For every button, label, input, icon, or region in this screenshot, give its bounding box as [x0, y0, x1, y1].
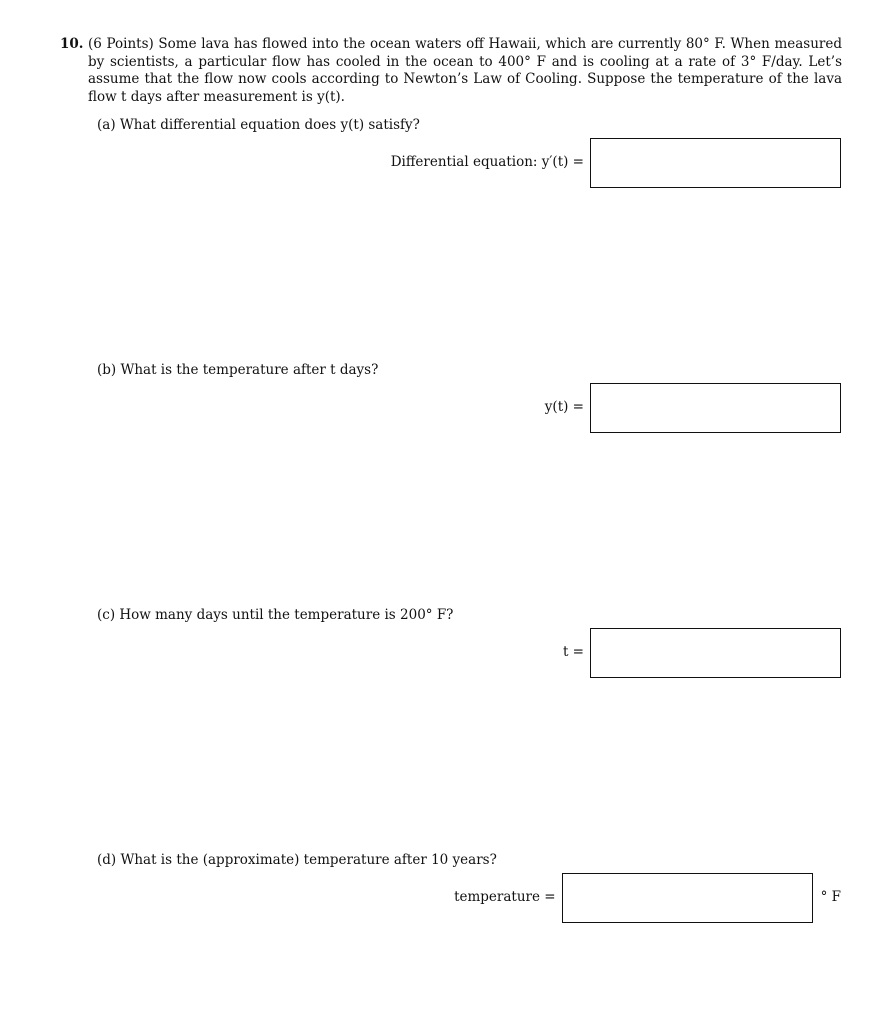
part-b-answer-label: y(t) = [544, 399, 584, 416]
problem-statement [60, 36, 842, 106]
problem-number: 10. [60, 36, 84, 52]
part-b-question: (b) What is the temperature after t days? [97, 362, 379, 378]
part-a-question: (a) What differential equation does y(t) satisfy? [97, 117, 420, 133]
part-d-question: (d) What is the (approximate) temperature after 10 years? [97, 852, 497, 868]
part-a-answer-label: Differential equation: y′(t) = [390, 154, 584, 171]
part-c-answer-label: t = [562, 644, 584, 661]
problem-text: (6 Points) Some lava has flowed into the ocean waters off Hawaii, which are currently 80° F. When measured by scientists, a particular flow has cooled in the ocean to 400° F and is cooling at a rate of 3° F/day. Let’s assume that the flow now cools according to Newton’s Law of Cooling. Suppose the temperature of the lava flow t days after measurement is y(t). [88, 36, 842, 105]
part-d-answer-label: temperature = [454, 889, 556, 906]
part-a-answer-row [391, 138, 841, 188]
part-b-answer-box[interactable] [590, 383, 841, 433]
part-a-answer-box[interactable] [590, 138, 841, 188]
part-d-answer-box[interactable] [562, 873, 813, 923]
part-b-answer-row [545, 383, 841, 433]
part-c-answer-box[interactable] [590, 628, 841, 678]
part-c-answer-row [563, 628, 841, 678]
part-d-unit: ° F [820, 889, 841, 906]
part-d-answer-row [454, 873, 841, 923]
part-c-question: (c) How many days until the temperature is 200° F? [97, 607, 454, 623]
